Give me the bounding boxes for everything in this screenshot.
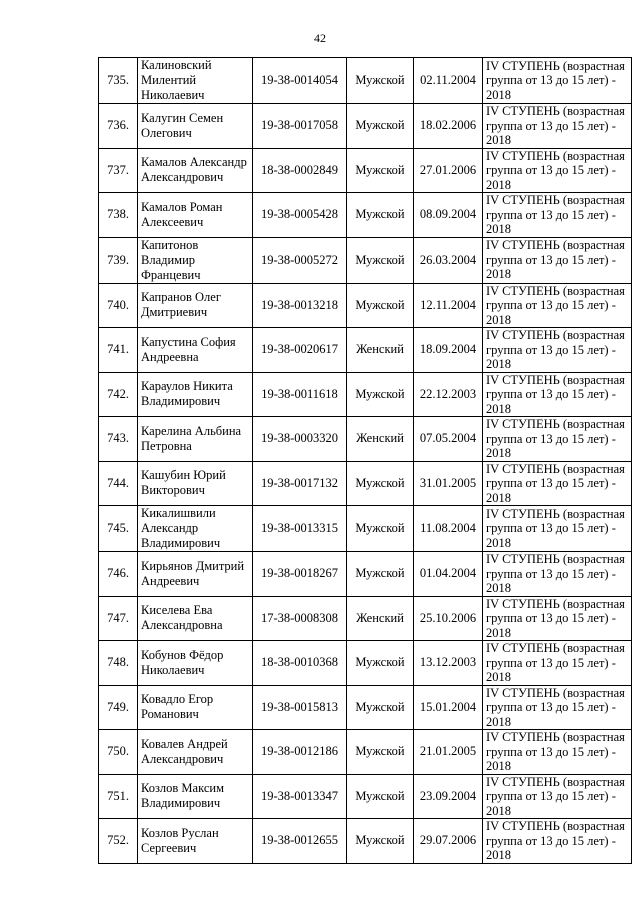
record-name-cell: Карелина Альбина Петровна [138, 417, 253, 462]
record-birthdate-cell: 08.09.2004 [414, 193, 483, 238]
record-level-cell: IV СТУПЕНЬ (возрастная группа от 13 до 15 лет) - 2018 [483, 552, 632, 597]
record-id-cell: 19-38-0011618 [253, 372, 347, 417]
record-name-cell: Караулов Никита Владимирович [138, 372, 253, 417]
record-level-cell: IV СТУПЕНЬ (возрастная группа от 13 до 15 лет) - 2018 [483, 328, 632, 373]
record-birthdate-cell: 25.10.2006 [414, 596, 483, 641]
record-number-cell: 743. [99, 417, 138, 462]
record-sex-cell: Мужской [347, 283, 414, 328]
record-id-cell: 19-38-0020617 [253, 328, 347, 373]
table-row [99, 328, 632, 373]
record-name-cell: Капранов Олег Дмитриевич [138, 283, 253, 328]
record-number-cell: 739. [99, 237, 138, 283]
record-birthdate-cell: 29.07.2006 [414, 819, 483, 864]
record-sex-cell: Мужской [347, 58, 414, 104]
table-row [99, 417, 632, 462]
record-id-cell: 19-38-0013315 [253, 506, 347, 552]
record-id-cell: 19-38-0013347 [253, 774, 347, 819]
record-name-cell: Киселева Ева Александровна [138, 596, 253, 641]
record-name-cell: Козлов Руслан Сергеевич [138, 819, 253, 864]
record-level-cell: IV СТУПЕНЬ (возрастная группа от 13 до 15 лет) - 2018 [483, 461, 632, 506]
record-number-cell: 740. [99, 283, 138, 328]
record-name-cell: Калиновский Милентий Николаевич [138, 58, 253, 104]
record-birthdate-cell: 21.01.2005 [414, 730, 483, 775]
record-number-cell: 736. [99, 104, 138, 149]
table-row [99, 237, 632, 283]
record-id-cell: 19-38-0017058 [253, 104, 347, 149]
record-birthdate-cell: 23.09.2004 [414, 774, 483, 819]
record-name-cell: Кикалишвили Александр Владимирович [138, 506, 253, 552]
record-sex-cell: Женский [347, 596, 414, 641]
record-sex-cell: Мужской [347, 774, 414, 819]
record-level-cell: IV СТУПЕНЬ (возрастная группа от 13 до 15 лет) - 2018 [483, 774, 632, 819]
record-level-cell: IV СТУПЕНЬ (возрастная группа от 13 до 15 лет) - 2018 [483, 104, 632, 149]
record-birthdate-cell: 07.05.2004 [414, 417, 483, 462]
record-level-cell: IV СТУПЕНЬ (возрастная группа от 13 до 15 лет) - 2018 [483, 506, 632, 552]
record-id-cell: 17-38-0008308 [253, 596, 347, 641]
record-level-cell: IV СТУПЕНЬ (возрастная группа от 13 до 15 лет) - 2018 [483, 237, 632, 283]
records-table-body [99, 58, 632, 864]
record-number-cell: 747. [99, 596, 138, 641]
record-level-cell: IV СТУПЕНЬ (возрастная группа от 13 до 15 лет) - 2018 [483, 730, 632, 775]
record-sex-cell: Мужской [347, 819, 414, 864]
record-name-cell: Камалов Александр Александрович [138, 148, 253, 193]
table-row [99, 104, 632, 149]
record-sex-cell: Женский [347, 417, 414, 462]
record-id-cell: 19-38-0005272 [253, 237, 347, 283]
record-level-cell: IV СТУПЕНЬ (возрастная группа от 13 до 15 лет) - 2018 [483, 596, 632, 641]
record-number-cell: 742. [99, 372, 138, 417]
records-table [98, 57, 632, 864]
record-number-cell: 752. [99, 819, 138, 864]
record-number-cell: 735. [99, 58, 138, 104]
record-name-cell: Кирьянов Дмитрий Андреевич [138, 552, 253, 597]
record-sex-cell: Мужской [347, 552, 414, 597]
record-name-cell: Капитонов Владимир Францевич [138, 237, 253, 283]
record-sex-cell: Мужской [347, 730, 414, 775]
record-sex-cell: Мужской [347, 685, 414, 730]
table-row [99, 685, 632, 730]
record-id-cell: 18-38-0002849 [253, 148, 347, 193]
record-name-cell: Камалов Роман Алексеевич [138, 193, 253, 238]
record-birthdate-cell: 12.11.2004 [414, 283, 483, 328]
record-id-cell: 19-38-0014054 [253, 58, 347, 104]
record-id-cell: 19-38-0013218 [253, 283, 347, 328]
record-sex-cell: Женский [347, 328, 414, 373]
table-row [99, 596, 632, 641]
record-birthdate-cell: 22.12.2003 [414, 372, 483, 417]
record-birthdate-cell: 13.12.2003 [414, 641, 483, 686]
record-sex-cell: Мужской [347, 148, 414, 193]
record-birthdate-cell: 27.01.2006 [414, 148, 483, 193]
record-level-cell: IV СТУПЕНЬ (возрастная группа от 13 до 15 лет) - 2018 [483, 372, 632, 417]
table-row [99, 148, 632, 193]
record-birthdate-cell: 11.08.2004 [414, 506, 483, 552]
record-level-cell: IV СТУПЕНЬ (возрастная группа от 13 до 15 лет) - 2018 [483, 283, 632, 328]
record-name-cell: Кашубин Юрий Викторович [138, 461, 253, 506]
record-sex-cell: Мужской [347, 506, 414, 552]
record-name-cell: Ковалев Андрей Александрович [138, 730, 253, 775]
record-number-cell: 748. [99, 641, 138, 686]
record-number-cell: 745. [99, 506, 138, 552]
record-sex-cell: Мужской [347, 193, 414, 238]
table-row [99, 372, 632, 417]
record-name-cell: Капустина София Андреевна [138, 328, 253, 373]
record-number-cell: 741. [99, 328, 138, 373]
record-birthdate-cell: 18.09.2004 [414, 328, 483, 373]
table-row [99, 283, 632, 328]
record-sex-cell: Мужской [347, 461, 414, 506]
table-row [99, 461, 632, 506]
table-row [99, 506, 632, 552]
record-level-cell: IV СТУПЕНЬ (возрастная группа от 13 до 15 лет) - 2018 [483, 685, 632, 730]
record-id-cell: 19-38-0018267 [253, 552, 347, 597]
record-level-cell: IV СТУПЕНЬ (возрастная группа от 13 до 15 лет) - 2018 [483, 58, 632, 104]
record-number-cell: 750. [99, 730, 138, 775]
table-row [99, 641, 632, 686]
record-birthdate-cell: 01.04.2004 [414, 552, 483, 597]
record-number-cell: 738. [99, 193, 138, 238]
record-sex-cell: Мужской [347, 104, 414, 149]
record-level-cell: IV СТУПЕНЬ (возрастная группа от 13 до 15 лет) - 2018 [483, 193, 632, 238]
record-birthdate-cell: 31.01.2005 [414, 461, 483, 506]
record-level-cell: IV СТУПЕНЬ (возрастная группа от 13 до 15 лет) - 2018 [483, 819, 632, 864]
page-number: 42 [314, 31, 326, 45]
table-row [99, 193, 632, 238]
record-number-cell: 749. [99, 685, 138, 730]
record-sex-cell: Мужской [347, 372, 414, 417]
table-row [99, 730, 632, 775]
record-id-cell: 19-38-0012186 [253, 730, 347, 775]
record-number-cell: 751. [99, 774, 138, 819]
record-id-cell: 19-38-0005428 [253, 193, 347, 238]
record-name-cell: Козлов Максим Владимирович [138, 774, 253, 819]
record-id-cell: 19-38-0017132 [253, 461, 347, 506]
record-name-cell: Ковадло Егор Романович [138, 685, 253, 730]
table-row [99, 552, 632, 597]
record-birthdate-cell: 15.01.2004 [414, 685, 483, 730]
record-id-cell: 19-38-0003320 [253, 417, 347, 462]
record-sex-cell: Мужской [347, 237, 414, 283]
record-level-cell: IV СТУПЕНЬ (возрастная группа от 13 до 15 лет) - 2018 [483, 148, 632, 193]
table-row [99, 58, 632, 104]
record-name-cell: Калугин Семен Олегович [138, 104, 253, 149]
record-sex-cell: Мужской [347, 641, 414, 686]
record-birthdate-cell: 26.03.2004 [414, 237, 483, 283]
record-birthdate-cell: 18.02.2006 [414, 104, 483, 149]
record-id-cell: 18-38-0010368 [253, 641, 347, 686]
record-level-cell: IV СТУПЕНЬ (возрастная группа от 13 до 15 лет) - 2018 [483, 641, 632, 686]
record-id-cell: 19-38-0015813 [253, 685, 347, 730]
record-number-cell: 744. [99, 461, 138, 506]
record-id-cell: 19-38-0012655 [253, 819, 347, 864]
record-level-cell: IV СТУПЕНЬ (возрастная группа от 13 до 15 лет) - 2018 [483, 417, 632, 462]
record-number-cell: 746. [99, 552, 138, 597]
table-row [99, 819, 632, 864]
record-number-cell: 737. [99, 148, 138, 193]
record-birthdate-cell: 02.11.2004 [414, 58, 483, 104]
record-name-cell: Кобунов Фёдор Николаевич [138, 641, 253, 686]
table-row [99, 774, 632, 819]
